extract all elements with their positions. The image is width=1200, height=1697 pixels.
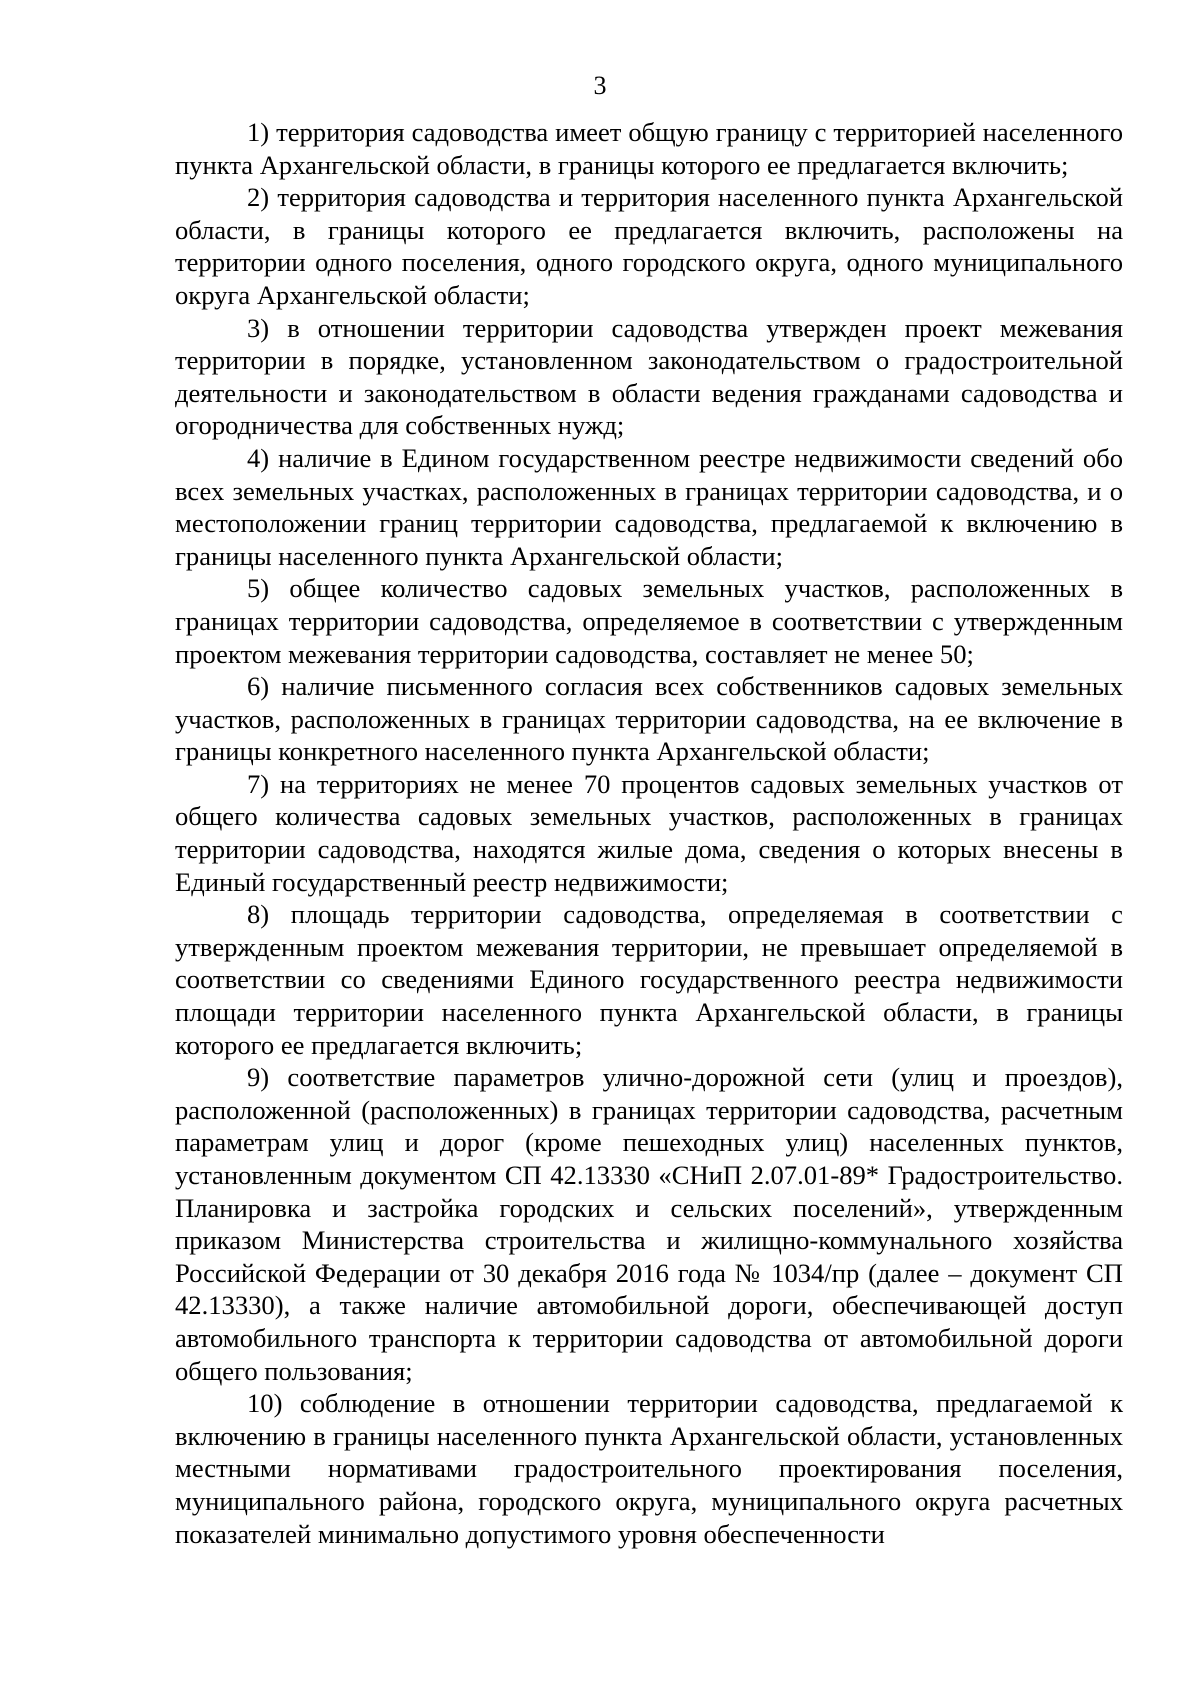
list-item-9: 9) соответствие параметров улично-дорожной сети (улиц и проездов), расположенной (расположенных) в границах территории садоводства, расчетным параметрам улиц и дорог (кроме пешеходных улиц) населенных пунктов, установленным документом СП 42.13330 «СНиП 2.07.01-89* Градостроительство. Планировка и застройка городских и сельских поселений», утвержденным приказом Министерства строительства и жилищно-коммунального хозяйства Российской Федерации от 30 декабря 2016 года № 1034/пр (далее – документ СП 42.13330), а также наличие автомобильной дороги, обеспечивающей доступ автомобильного транспорта к территории садоводства от автомобильной дороги общего пользования; [175, 1062, 1123, 1386]
list-item-4: 4) наличие в Едином государственном реестре недвижимости сведений обо всех земельных участках, расположенных в границах территории садоводства, и о местоположении границ территории садоводства, предлагаемой к включению в границы населенного пункта Архангельской области; [175, 442, 1123, 571]
list-item-5: 5) общее количество садовых земельных участков, расположенных в границах территории садоводства, определяемое в соответствии с утвержденным проектом межевания территории садоводства, составляет не менее 50; [175, 573, 1123, 669]
page-number: 3 [593, 71, 607, 100]
list-item-3: 3) в отношении территории садоводства утвержден проект межевания территории в порядке, установленном законодательством о градостроительной деятельности и законодательством в области ведения гражданами садоводства и огородничества для собственных нужд; [175, 312, 1123, 441]
list-item-6: 6) наличие письменного согласия всех собственников садовых земельных участков, расположенных в границах территории садоводства, на ее включение в границы конкретного населенного пункта Архангельской области; [175, 671, 1123, 767]
list-item-10: 10) соблюдение в отношении территории садоводства, предлагаемой к включению в границы населенного пункта Архангельской области, установленных местными нормативами градостроительного проектирования поселения, муниципального района, городского округа, муниципального округа расчетных показателей минимально допустимого уровня обеспеченности [175, 1388, 1123, 1549]
list-item-1: 1) территория садоводства имеет общую границу с территорией населенного пункта Архангельской области, в границы которого ее предлагается включить; [175, 117, 1123, 180]
document-body [175, 116, 1123, 1550]
list-item-8: 8) площадь территории садоводства, определяемая в соответствии с утвержденным проектом межевания территории, не превышает определяемой в соответствии со сведениями Единого государственного реестра недвижимости площади территории населенного пункта Архангельской области, в границы которого ее предлагается включить; [175, 899, 1123, 1060]
list-item-2: 2) территория садоводства и территория населенного пункта Архангельской области, в границы которого ее предлагается включить, расположены на территории одного поселения, одного городского округа, одного муниципального округа Архангельской области; [175, 182, 1123, 310]
list-item-7: 7) на территориях не менее 70 процентов садовых земельных участков от общего количества садовых земельных участков, расположенных в границах территории садоводства, находятся жилые дома, сведения о которых внесены в Единый государственный реестр недвижимости; [175, 768, 1123, 897]
